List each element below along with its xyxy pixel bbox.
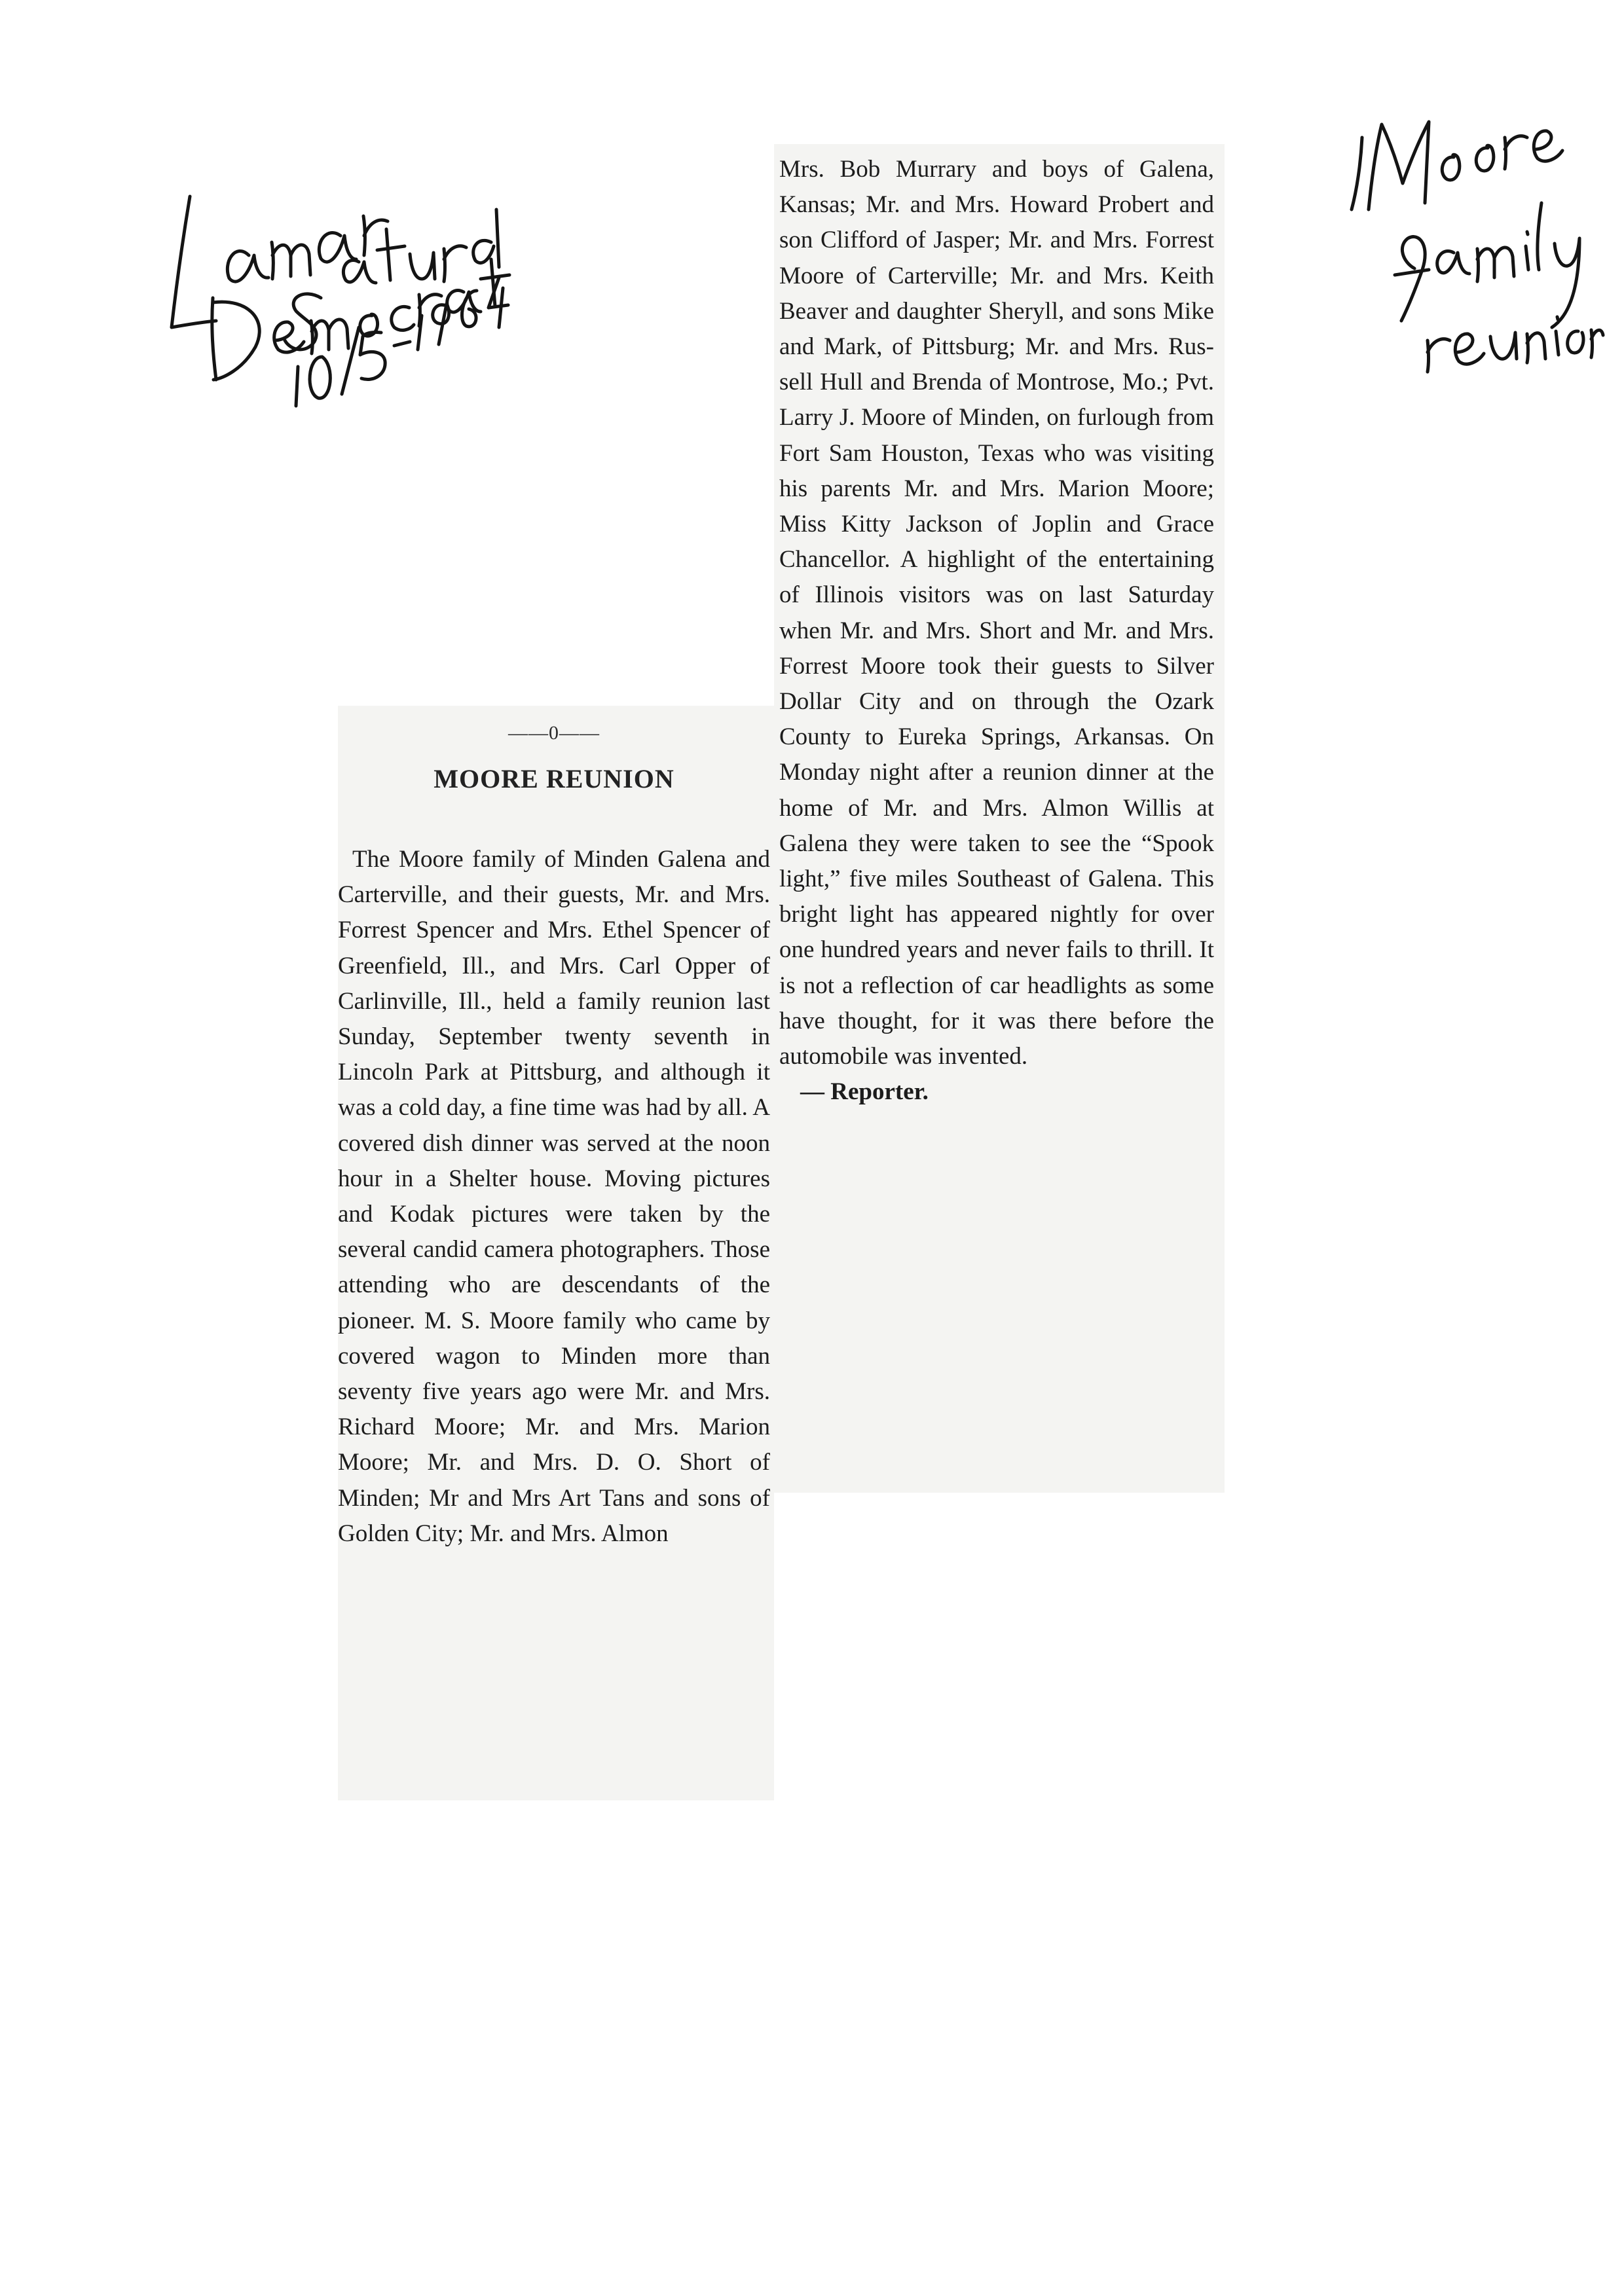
article-text-column-two: Mrs. Bob Murrary and boys of Galena, Kansas; Mr. and Mrs. Howard Probert and son Clifford of Jasper; Mr. and Mrs. Forrest Moore of Carterville; Mr. and Mrs. Keith Beaver and daughter Sheryll, and sons Mike and Mark, of Pittsburg; Mr. and Mrs. Russell Hull and Brenda of Montrose, Mo.; Pvt. Larry J. Moore of Minden, on furlough from Fort Sam Houston, Texas who was visiting his parents Mr. and Mrs. Marion Moore; Miss Kitty Jackson of Joplin and Grace Chancellor. A highlight of the entertaining of Illinois visitors was on last Saturday when Mr. and Mrs. Short and Mr. and Mrs. Forrest Moore took their guests to Silver Dollar City and on through the Ozark County to Eureka Springs, Arkansas. On Monday night after a reunion dinner at the home of Mr. and Mrs. Almon Willis at Galena they were taken to see the “Spook light,” five miles Southeast of Galena. This bright light has appeared nightly for over one hundred years and never fails to thrill. It is not a reflection of car headlights as some have thought, for it was there before the automobile was invented. bbox=[779, 156, 1214, 1070]
clipping-column-right bbox=[774, 144, 1225, 1493]
headline-separator: ——0—— bbox=[508, 722, 600, 744]
clipping-column-left bbox=[338, 706, 774, 1800]
handwritten-subject-note bbox=[1342, 98, 1604, 373]
handwritten-source-note bbox=[151, 131, 517, 406]
article-signoff: — Reporter. bbox=[800, 1078, 929, 1106]
article-headline: MOORE REUNION bbox=[434, 764, 674, 793]
article-text-column-one: The Moore family of Minden Galena and Carterville, and their guests, Mr. and Mrs. Forrest Spencer and Mrs. Ethel Spencer of Greenfield, Ill., and Mrs. Carl Opper of Carlinville, Ill., held a family reunion last Sunday, September twenty seventh in Lincoln Park at Pittsburg, and although it was a cold day, a fine time was had by all. A covered dish dinner was served at the noon hour in a Shelter house. Moving pictures and Kodak pictures were taken by the several candid camera photographers. Those attending who are descendants of the pioneer. M. S. Moore family who came by covered wagon to Minden more than seventy five years ago were Mr. and Mrs. Richard Moore; Mr. and Mrs. Marion Moore; Mr. and Mrs. D. O. Short of Minden; Mr and Mrs Art Tans and sons of Golden City; Mr. and Mrs. Almon bbox=[338, 846, 770, 1547]
